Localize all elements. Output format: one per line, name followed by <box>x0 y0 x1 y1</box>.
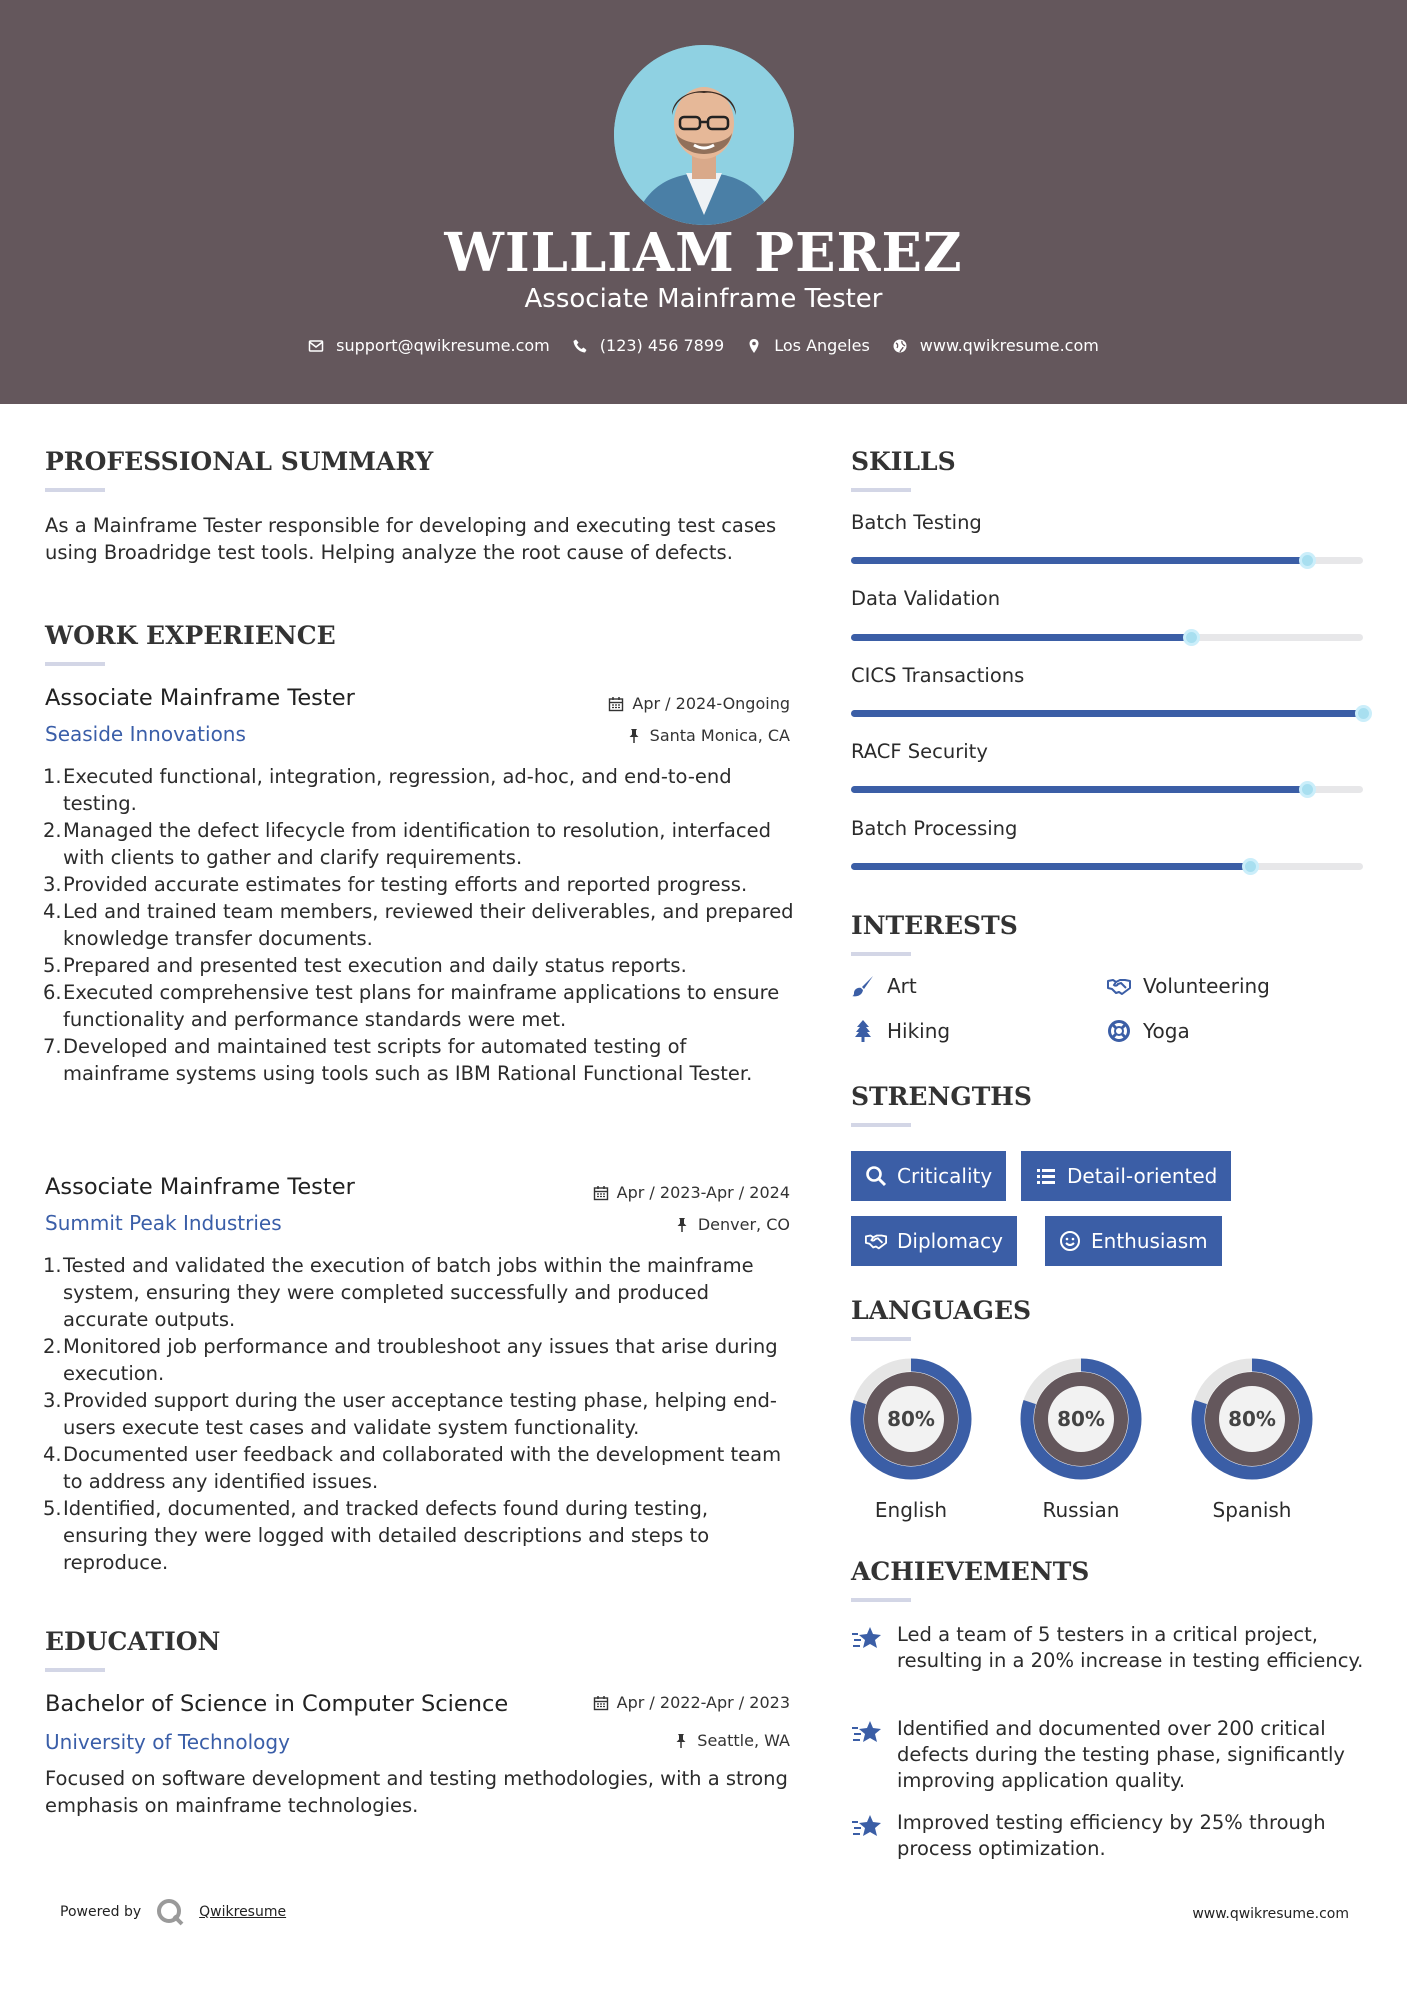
duty-item: 7. Developed and maintained test scripts for automated testing of mainframe systems using tools such as IBM Rational Functional Tester. <box>43 1035 753 1085</box>
candidate-role: Associate Mainframe Tester <box>524 284 883 314</box>
strength-label: Detail-oriented <box>1067 1164 1218 1188</box>
duty-text: Tested and validated the execution of batch jobs within the mainframe system, ensuring they were completed successfully and produced accurate outputs. <box>63 1254 754 1331</box>
pushpin-icon <box>626 728 642 744</box>
duty-text: Documented user feedback and collaborated with the development team to address any identified issues. <box>63 1443 782 1493</box>
duty-text: Prepared and presented test execution and daily status reports. <box>63 954 687 977</box>
interest-label: Yoga <box>1143 1019 1190 1043</box>
contact-website[interactable] <box>892 336 1099 355</box>
skill-bar-knob <box>1183 629 1200 646</box>
duty-item: 2. Managed the defect lifecycle from identification to resolution, interfaced with clients to gather and clarify requirements. <box>43 819 771 869</box>
tree-icon <box>851 1019 875 1043</box>
contact-email[interactable] <box>308 336 550 355</box>
strength-badge-diplomacy <box>851 1216 1017 1266</box>
candidate-name: WILLIAM PEREZ <box>444 222 963 284</box>
handshake-icon <box>865 1230 887 1252</box>
contact-phone[interactable] <box>572 336 724 355</box>
job-company: Seaside Innovations <box>45 722 246 746</box>
skill-label: Batch Testing <box>851 511 982 534</box>
language-russian <box>1020 1358 1142 1522</box>
calendar-icon <box>593 1695 609 1711</box>
skill-bar <box>851 634 1363 641</box>
contact-email-text: support@qwikresume.com <box>336 336 550 355</box>
job-location <box>674 1215 790 1234</box>
duty-text: Managed the defect lifecycle from identification to resolution, interfaced with clients to gather and clarify requirements. <box>63 819 771 869</box>
duty-text: Provided accurate estimates for testing efforts and reported progress. <box>63 873 748 896</box>
duty-item: 4. Led and trained team members, reviewed their deliverables, and prepared knowledge transfer documents. <box>43 900 794 950</box>
education-date-text: Apr / 2022-Apr / 2023 <box>616 1693 790 1712</box>
languages-heading-rule <box>851 1337 911 1341</box>
interest-label: Hiking <box>887 1019 951 1043</box>
languages-heading: LANGUAGES <box>851 1296 1032 1325</box>
interest-label: Art <box>887 974 917 998</box>
strengths-heading: STRENGTHS <box>851 1082 1032 1111</box>
map-pin-icon <box>746 338 762 354</box>
language-english <box>850 1358 972 1522</box>
contact-row <box>0 336 1407 355</box>
lifering-icon <box>1107 1019 1131 1043</box>
education-description: Focused on software development and testing methodologies, with a strong emphasis on mainframe technologies. <box>45 1767 788 1817</box>
achievements-heading: ACHIEVEMENTS <box>851 1557 1090 1586</box>
job-location <box>626 726 790 745</box>
job-duties-list <box>45 763 795 1087</box>
duty-text: Provided support during the user acceptance testing phase, helping end-users execute test cases and validate system functionality. <box>63 1389 777 1439</box>
footer-url[interactable]: www.qwikresume.com <box>1192 1906 1349 1922</box>
language-spanish <box>1191 1358 1313 1522</box>
strength-badge-enthusiasm <box>1045 1216 1222 1266</box>
achievement-item <box>851 1622 1371 1674</box>
education-date <box>593 1693 790 1712</box>
education-heading-rule <box>45 1668 105 1672</box>
degree-title: Bachelor of Science in Computer Science <box>45 1691 509 1717</box>
job-date-text: Apr / 2024-Ongoing <box>632 694 790 713</box>
qwikresume-link[interactable]: Qwikresume <box>199 1904 287 1920</box>
skill-bar <box>851 557 1363 564</box>
smile-icon <box>1059 1230 1081 1252</box>
skill-bar-fill <box>851 786 1307 793</box>
skills-heading-rule <box>851 488 911 492</box>
achievements-heading-rule <box>851 1598 911 1602</box>
achievement-text: Identified and documented over 200 critical defects during the testing phase, significantly improving application quality. <box>897 1717 1345 1792</box>
interest-art <box>851 974 917 998</box>
language-ring <box>1191 1358 1313 1480</box>
skill-bar-fill <box>851 557 1307 564</box>
resume-header <box>0 0 1407 404</box>
job-duties-list <box>45 1252 795 1576</box>
interests-heading-rule <box>851 952 911 956</box>
language-percent: 80% <box>887 1407 935 1431</box>
pushpin-icon <box>673 1733 689 1749</box>
globe-icon <box>892 338 908 354</box>
duty-text: Executed functional, integration, regression, ad-hoc, and end-to-end testing. <box>63 765 732 815</box>
job-title: Associate Mainframe Tester <box>45 685 355 711</box>
powered-by <box>60 1897 286 1927</box>
interest-hiking <box>851 1019 950 1043</box>
interests-heading: INTERESTS <box>851 911 1018 940</box>
language-name: Russian <box>1042 1498 1120 1522</box>
job-date <box>593 1183 790 1202</box>
skill-bar <box>851 863 1363 870</box>
duty-item: 5. Identified, documented, and tracked defects found during testing, ensuring they were logged with detailed descriptions and steps to reproduce. <box>43 1497 710 1574</box>
strength-badge-criticality <box>851 1151 1006 1201</box>
skill-bar-knob <box>1242 858 1259 875</box>
envelope-icon <box>308 338 324 354</box>
duty-item: 4. Documented user feedback and collaborated with the development team to address any identified issues. <box>43 1443 782 1493</box>
duty-item: 5. Prepared and presented test execution and daily status reports. <box>43 954 687 977</box>
duty-item: 3. Provided accurate estimates for testing efforts and reported progress. <box>43 873 748 896</box>
school-name: University of Technology <box>45 1730 290 1754</box>
handshake-icon <box>1107 974 1131 998</box>
language-ring <box>1020 1358 1142 1480</box>
achievement-item <box>851 1810 1371 1862</box>
contact-location <box>746 336 870 355</box>
summary-heading-rule <box>45 488 105 492</box>
language-name: English <box>874 1498 948 1522</box>
skill-label: Batch Processing <box>851 817 1018 840</box>
duty-item: 1. Tested and validated the execution of batch jobs within the mainframe system, ensuring they were completed successfully and produced accurate outputs. <box>43 1254 754 1331</box>
experience-heading: WORK EXPERIENCE <box>45 621 336 650</box>
skill-bar-fill <box>851 634 1191 641</box>
avatar-illustration <box>614 45 794 225</box>
phone-icon <box>572 338 588 354</box>
skill-label: Data Validation <box>851 587 1001 610</box>
duty-text: Monitored job performance and troubleshoot any issues that arise during execution. <box>63 1335 778 1385</box>
duty-text: Identified, documented, and tracked defects found during testing, ensuring they were logged with detailed descriptions and steps to reproduce. <box>63 1497 710 1574</box>
contact-website-text: www.qwikresume.com <box>919 336 1099 355</box>
skill-bar <box>851 786 1363 793</box>
calendar-icon <box>608 696 624 712</box>
skill-bar-knob <box>1299 552 1316 569</box>
list-icon <box>1035 1165 1057 1187</box>
star-badge-icon <box>851 1718 883 1748</box>
skills-heading: SKILLS <box>851 447 956 476</box>
duty-item: 3. Provided support during the user acceptance testing phase, helping end-users execute test cases and validate system functionality. <box>43 1389 777 1439</box>
skill-label: CICS Transactions <box>851 664 1025 687</box>
skill-bar-fill <box>851 710 1363 717</box>
calendar-icon <box>593 1185 609 1201</box>
strength-badge-detail-oriented <box>1021 1151 1231 1201</box>
experience-heading-rule <box>45 662 105 666</box>
powered-by-label: Powered by <box>60 1904 142 1920</box>
star-badge-icon <box>851 1812 883 1842</box>
job-date-text: Apr / 2023-Apr / 2024 <box>616 1183 790 1202</box>
education-location-text: Seattle, WA <box>697 1731 790 1750</box>
language-percent: 80% <box>1228 1407 1276 1431</box>
language-name: Spanish <box>1212 1498 1292 1522</box>
job-date <box>608 694 790 713</box>
summary-heading: PROFESSIONAL SUMMARY <box>45 447 434 476</box>
search-icon <box>865 1165 887 1187</box>
summary-text: As a Mainframe Tester responsible for developing and executing test cases using Broadridge test tools. Helping analyze the root cause of defects. <box>45 514 777 564</box>
profile-photo <box>614 45 794 225</box>
contact-phone-text: (123) 456 7899 <box>599 336 725 355</box>
skill-bar-knob <box>1355 705 1372 722</box>
interest-volunteering <box>1107 974 1270 998</box>
paintbrush-icon <box>851 974 875 998</box>
skill-bar <box>851 710 1363 717</box>
strength-label: Enthusiasm <box>1091 1229 1208 1253</box>
interest-yoga <box>1107 1019 1190 1043</box>
job-location-text: Denver, CO <box>697 1215 790 1234</box>
duty-text: Executed comprehensive test plans for mainframe applications to ensure functionality and performance standards were met. <box>63 981 780 1031</box>
duty-text: Led and trained team members, reviewed their deliverables, and prepared knowledge transfer documents. <box>63 900 794 950</box>
interest-label: Volunteering <box>1143 974 1270 998</box>
pushpin-icon <box>674 1217 690 1233</box>
job-title: Associate Mainframe Tester <box>45 1174 355 1200</box>
achievement-text: Improved testing efficiency by 25% through process optimization. <box>897 1811 1326 1860</box>
strengths-heading-rule <box>851 1123 911 1127</box>
strength-label: Criticality <box>897 1164 993 1188</box>
strength-label: Diplomacy <box>897 1229 1004 1253</box>
skill-label: RACF Security <box>851 740 988 763</box>
language-percent: 80% <box>1057 1407 1105 1431</box>
qwikresume-logo-icon <box>155 1897 185 1927</box>
achievement-text: Led a team of 5 testers in a critical project, resulting in a 20% increase in testing efficiency. <box>897 1623 1364 1672</box>
duty-item: 2. Monitored job performance and troubleshoot any issues that arise during execution. <box>43 1335 778 1385</box>
duty-item: 6. Executed comprehensive test plans for mainframe applications to ensure functionality and performance standards were met. <box>43 981 780 1031</box>
duty-text: Developed and maintained test scripts for automated testing of mainframe systems using tools such as IBM Rational Functional Tester. <box>63 1035 753 1085</box>
skill-bar-fill <box>851 863 1250 870</box>
duty-item: 1. Executed functional, integration, regression, ad-hoc, and end-to-end testing. <box>43 765 732 815</box>
education-location <box>673 1731 790 1750</box>
achievement-item <box>851 1716 1371 1794</box>
job-location-text: Santa Monica, CA <box>649 726 790 745</box>
education-heading: EDUCATION <box>45 1627 221 1656</box>
language-ring <box>850 1358 972 1480</box>
contact-location-text: Los Angeles <box>774 336 870 355</box>
job-company: Summit Peak Industries <box>45 1211 282 1235</box>
skill-bar-knob <box>1299 781 1316 798</box>
star-badge-icon <box>851 1624 883 1654</box>
